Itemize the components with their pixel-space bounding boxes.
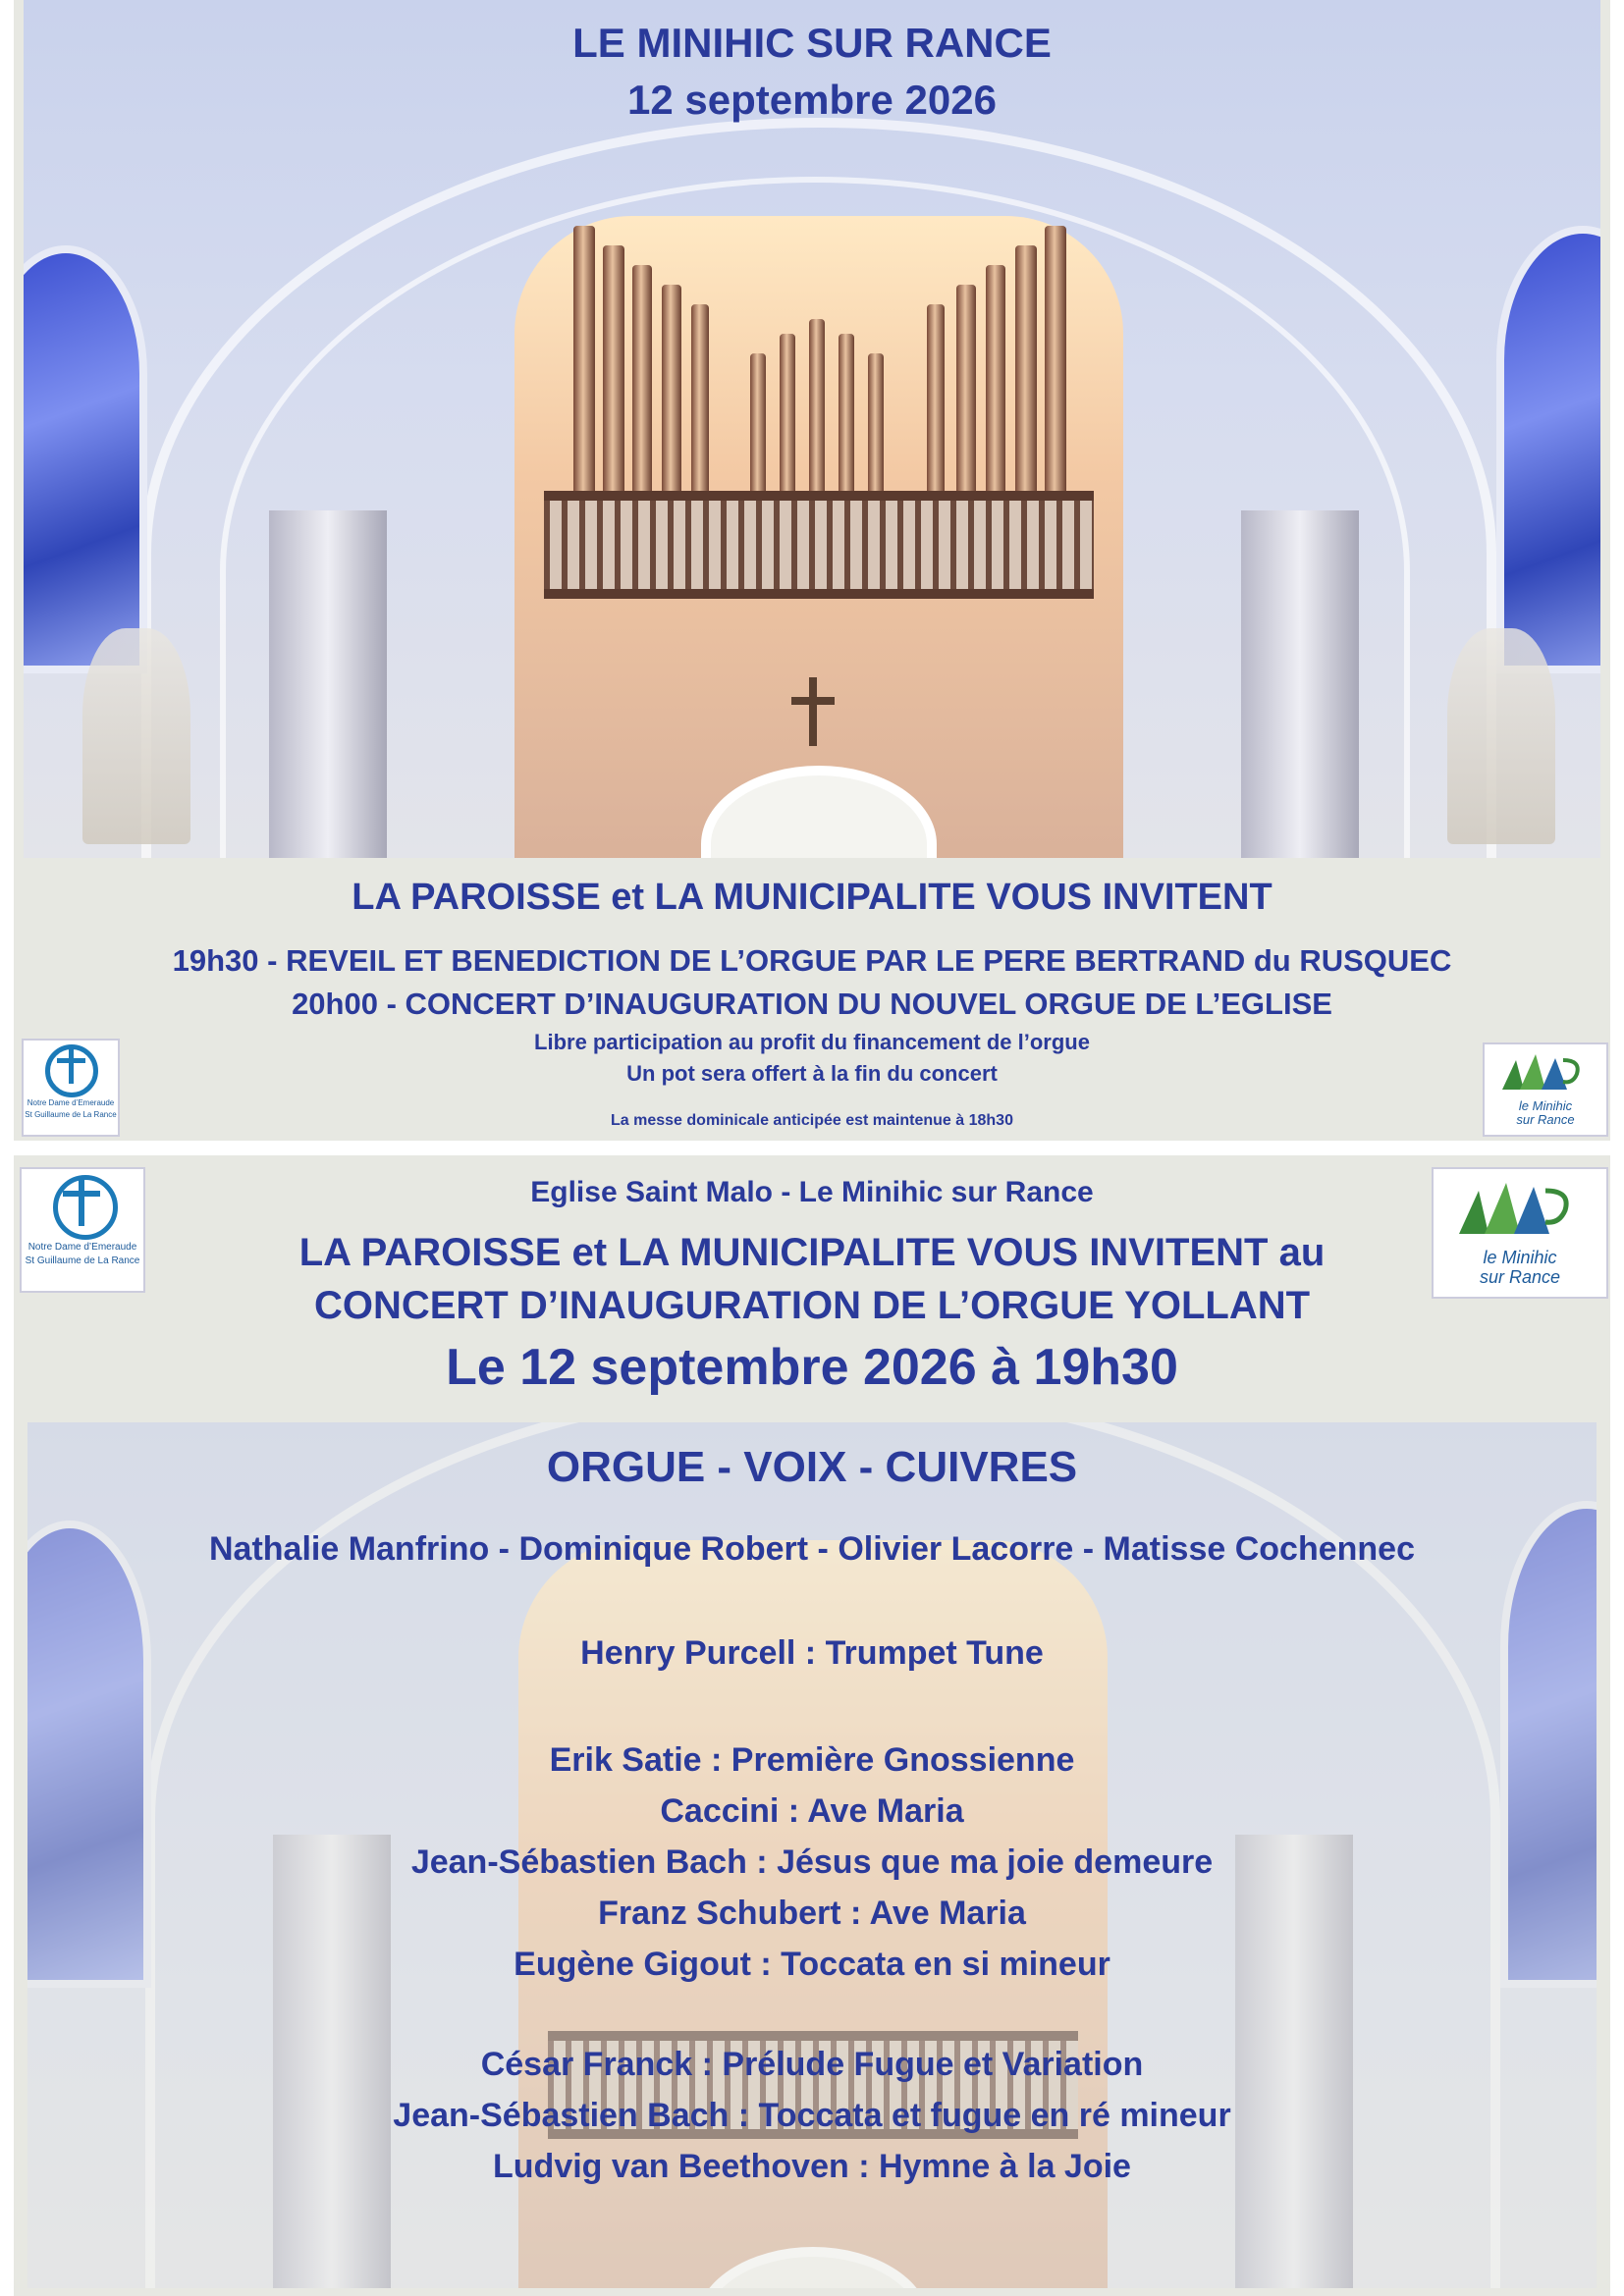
town-logo-icon [1498, 1050, 1593, 1094]
program-piece: Jean-Sébastien Bach : Jésus que ma joie demeure [410, 1843, 1214, 1881]
bottom-flyer [14, 1155, 1610, 2296]
church-name: Eglise Saint Malo - Le Minihic sur Rance [530, 1176, 1094, 1208]
program-group-2 [14, 1735, 1610, 1990]
program-piece: Franz Schubert : Ave Maria [598, 1895, 1026, 1932]
arch-door [701, 766, 937, 858]
program-piece: Erik Satie : Première Gnossienne [549, 1741, 1075, 1779]
program-group-3 [14, 2039, 1610, 2192]
program-piece: Eugène Gigout : Toccata en si mineur [514, 1946, 1110, 1983]
town-logo: le Minihic sur Rance [1483, 1042, 1608, 1137]
program-piece: Ludvig van Beethoven : Hymne à la Joie [493, 2148, 1131, 2185]
statue-right [1447, 628, 1555, 844]
program-piece: Henry Purcell : Trumpet Tune [580, 1634, 1044, 1672]
schedule-blessing: 19h30 - REVEIL ET BENEDICTION DE L’ORGUE PAR LE PERE BERTRAND du RUSQUEC [172, 943, 1452, 978]
concert-title: CONCERT D’INAUGURATION DE L’ORGUE YOLLANT [313, 1284, 1311, 1327]
stained-glass-window-left [24, 245, 147, 673]
performers: Nathalie Manfrino - Dominique Robert - Olivier Lacorre - Matisse Cochennec [208, 1530, 1415, 1568]
mass-note: La messe dominicale anticipée est maintenue à 18h30 [611, 1112, 1013, 1129]
organ-photo [24, 0, 1600, 858]
drink-note: Un pot sera offert à la fin du concert [626, 1061, 998, 1086]
invitation-heading: LA PAROISSE et LA MUNICIPALITE VOUS INVITENT [352, 877, 1272, 918]
invitation-heading-2: LA PAROISSE et LA MUNICIPALITE VOUS INVITENT au [298, 1231, 1326, 1274]
instruments-heading: ORGUE - VOIX - CUIVRES [546, 1443, 1078, 1491]
stained-glass-window-right [1496, 226, 1600, 673]
pillar-left [269, 510, 387, 858]
program-piece: Jean-Sébastien Bach : Toccata et fugue en ré mineur [393, 2097, 1231, 2134]
program-piece: César Franck : Prélude Fugue et Variation [480, 2046, 1144, 2083]
program-piece: Caccini : Ave Maria [660, 1792, 964, 1830]
parish-logo: Notre Dame d’Emeraude St Guillaume de La Rance [22, 1039, 120, 1137]
parish-logo-large: Notre Dame d’Emeraude St Guillaume de La Rance [20, 1167, 145, 1293]
organ-case [514, 216, 1123, 858]
free-participation-note: Libre participation au profit du financement de l’orgue [534, 1030, 1090, 1054]
event-date: 12 septembre 2026 [627, 77, 997, 123]
organ-balcony [544, 491, 1094, 599]
schedule-concert: 20h00 - CONCERT D’INAUGURATION DU NOUVEL ORGUE DE L’EGLISE [292, 987, 1332, 1021]
town-logo-large: le Minihic sur Rance [1432, 1167, 1608, 1299]
pillar-right [1241, 510, 1359, 858]
concert-datetime: Le 12 septembre 2026 à 19h30 [446, 1339, 1178, 1396]
statue-left [82, 628, 190, 844]
town-title: LE MINIHIC SUR RANCE [572, 20, 1052, 66]
top-flyer [14, 0, 1610, 1141]
